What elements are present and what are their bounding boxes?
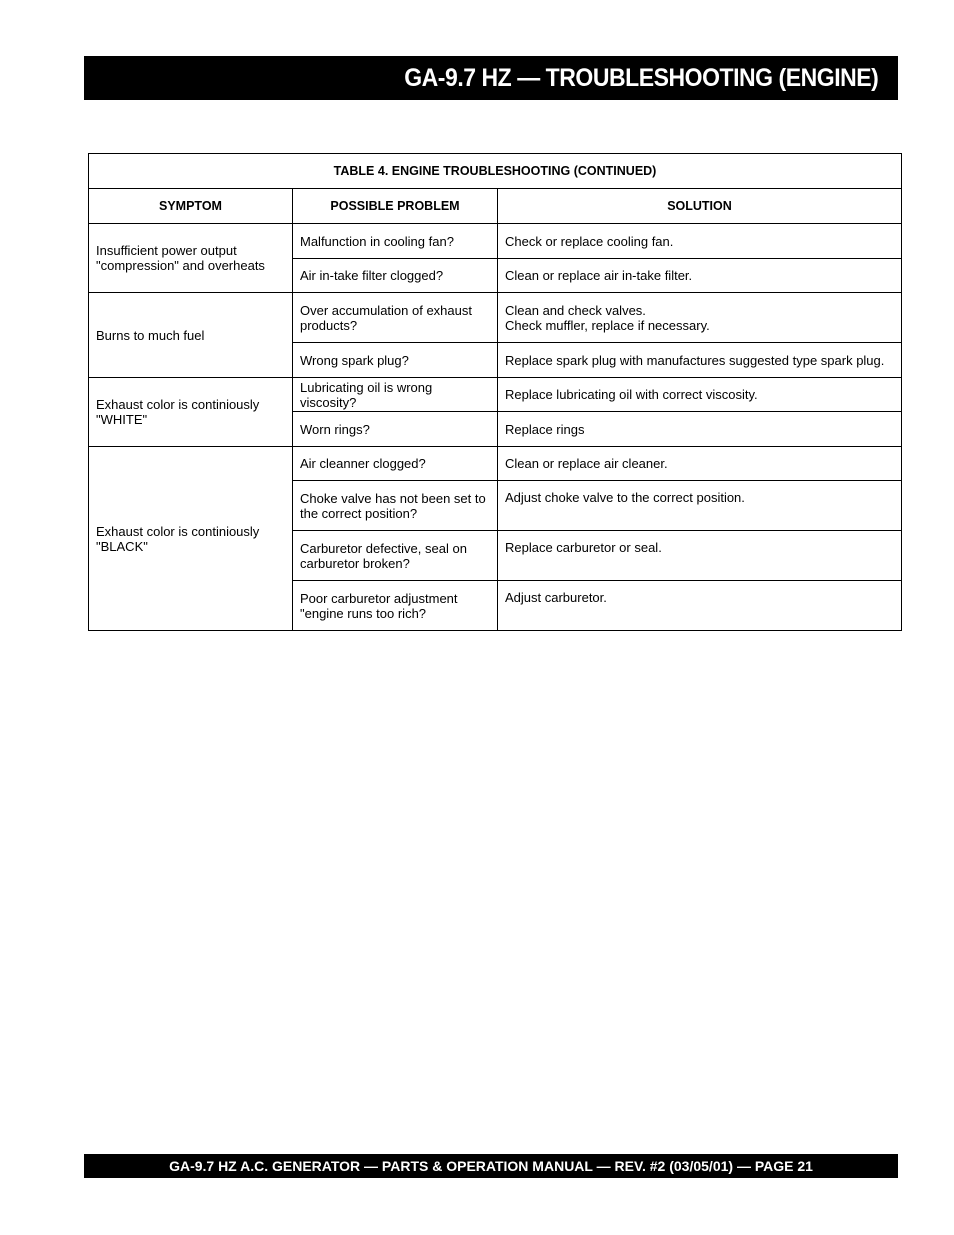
column-header-possible-problem: POSSIBLE PROBLEM [293, 189, 498, 224]
column-header-symptom: SYMPTOM [89, 189, 293, 224]
page-footer-text: GA-9.7 HZ A.C. GENERATOR — PARTS & OPERATION MANUAL — REV. #2 (03/05/01) — PAGE 21 [169, 1158, 813, 1174]
solution-cell: Clean and check valves. Check muffler, replace if necessary. [498, 293, 902, 343]
page-title: GA-9.7 HZ — TROUBLESHOOTING (ENGINE) [403, 63, 878, 92]
table-row [89, 378, 902, 412]
problem-cell: Wrong spark plug? [293, 343, 498, 378]
solution-cell: Clean or replace air cleaner. [498, 447, 902, 481]
troubleshooting-table [88, 153, 902, 631]
problem-cell: Worn rings? [293, 412, 498, 447]
problem-cell: Lubricating oil is wrong viscosity? [293, 378, 498, 412]
symptom-cell: Insufficient power output "compression" and overheats [89, 224, 293, 293]
symptom-cell: Exhaust color is continiously "WHITE" [89, 378, 293, 447]
solution-cell: Replace rings [498, 412, 902, 447]
table-row [89, 293, 902, 343]
problem-cell: Carburetor defective, seal on carburetor broken? [293, 531, 498, 581]
table-row [89, 447, 902, 481]
solution-cell: Replace carburetor or seal. [498, 531, 902, 581]
page-header-bar [84, 56, 898, 100]
solution-cell: Replace spark plug with manufactures suggested type spark plug. [498, 343, 902, 378]
problem-cell: Over accumulation of exhaust products? [293, 293, 498, 343]
solution-cell: Clean or replace air in-take filter. [498, 259, 902, 293]
problem-cell: Poor carburetor adjustment "engine runs too rich? [293, 581, 498, 631]
symptom-cell: Exhaust color is continiously "BLACK" [89, 447, 293, 631]
problem-cell: Air cleanner clogged? [293, 447, 498, 481]
troubleshooting-table-container [88, 153, 901, 631]
solution-cell: Adjust carburetor. [498, 581, 902, 631]
page-footer-bar [84, 1154, 898, 1178]
solution-cell: Adjust choke valve to the correct position. [498, 481, 902, 531]
table-caption: TABLE 4. ENGINE TROUBLESHOOTING (CONTINUED) [89, 154, 902, 189]
solution-cell: Check or replace cooling fan. [498, 224, 902, 259]
solution-cell: Replace lubricating oil with correct viscosity. [498, 378, 902, 412]
problem-cell: Malfunction in cooling fan? [293, 224, 498, 259]
problem-cell: Air in-take filter clogged? [293, 259, 498, 293]
column-header-solution: SOLUTION [498, 189, 902, 224]
symptom-cell: Burns to much fuel [89, 293, 293, 378]
problem-cell: Choke valve has not been set to the correct position? [293, 481, 498, 531]
table-row [89, 224, 902, 259]
